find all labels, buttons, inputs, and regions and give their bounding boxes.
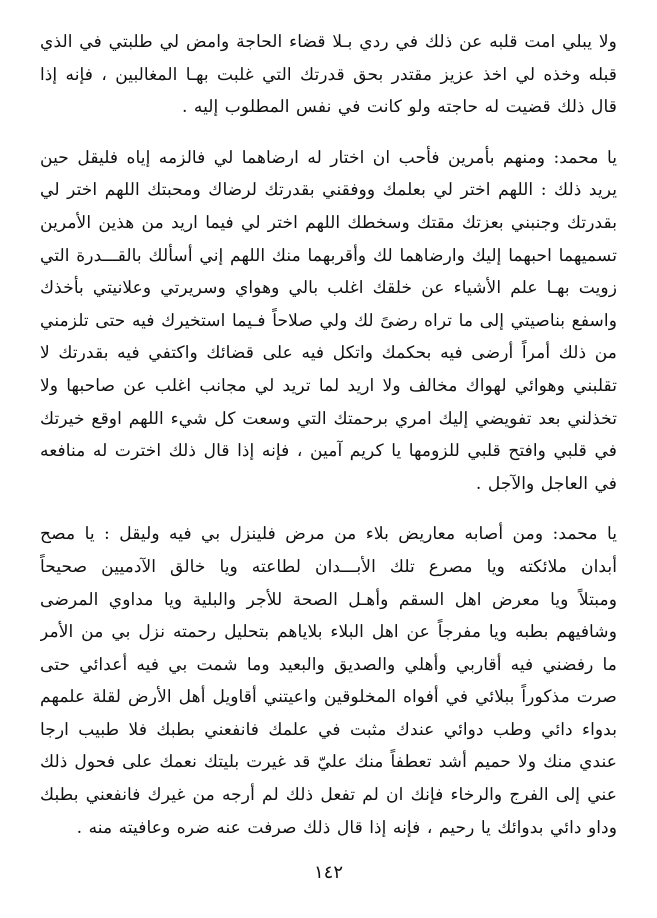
page-number: ١٤٢ [313, 862, 343, 883]
text-line: تسميهما احبهما إليك وارضاهما لك وأقربهما منك اللهم إني أسألك بالقـــدرة التي [40, 245, 617, 266]
text-line: أبدان ملائكته ويا مصرع تلك الأبـــدان لطاعته ويا خالق الآدميين صحيحاً [40, 556, 617, 577]
paragraph-1 [40, 26, 617, 124]
text-line: صرت مذكوراً ببلائي في أفواه المخلوقين واعيتني أقاويل أهل الأرض لقلة علمهم [40, 687, 617, 708]
text-line: تخذلني بعد تفويضي إليك امري برحمتك التي وسعت كل شيء اللهم اوقع خيرتك [40, 408, 617, 429]
text-line: ومبتلاً ويا معرض اهل السقم وأهـل الصحة للأجر والبلية ويا مداوي المرضى [40, 589, 617, 610]
paragraph-3 [40, 518, 617, 844]
text-line: بدواء دائي وطب دوائي عندك مثبت في علمك فانفعني بطبك فلا طبيب ارجا [40, 719, 617, 740]
text-line: وشافيهم بطبه ويا مفرجاً عن اهل البلاء بلاياهم بتحليل رحمته نزل بي من الأمر [40, 622, 617, 643]
text-line: قال ذلك قضيت له حاجته ولو كانت في نفس المطلوب إليه . [181, 97, 617, 118]
text-line: ما رفضني فيه أقاربي وأهلي والصديق والبعيد وما شمت بي فيه أعدائي حتى [40, 654, 617, 675]
text-line: زويت بهـا علم الأشياء عن خلقك اغلب بالي وهواي وسريرتي وعلانيتي بأخذك [40, 278, 617, 299]
text-line: قبله وخذه لي اخذ عزيز مقتدر بحق قدرتك التي غلبت بهـا المغالبين ، فإنه إذا [40, 64, 617, 85]
text-line: بقدرتك وجنبني بعزتك مقتك وسخطك اللهم اختر لي فيما اريد من هذين الأمرين [40, 212, 617, 233]
text-line: في العاجل والآجل . [475, 473, 617, 494]
text-line: يريد ذلك : اللهم اختر لي بعلمك ووفقني بقدرتك لرضاك ومحبتك اللهم اختر لي [40, 180, 617, 201]
text-line: واسفع بناصيتي إلى ما تراه رضىً لك ولي صلاحاً فـيما استخيرك فيه حتى تلزمني [40, 310, 617, 331]
text-line: من ذلك أمراً أرضى فيه بحكمك واتكل فيه على قضائك واكتفي فيه بقدرتك لا [40, 343, 617, 364]
text-line: تقلبني وهوائي لهواك مخالف ولا اريد لما تريد لي مجانب اغلب عن صاحبها ولا [40, 375, 617, 396]
text-line: عندي منك ولا حميم أشد تعطفاً منك عليّ قد غيرت بليتك نعمك على فحول ذلك [40, 752, 617, 773]
text-line: في قلبي وافتح قلبي للزومها يا كريم آمين ، فإنه إذا قال ذلك اخترت له منافعه [40, 441, 617, 462]
text-line: عني إلى الفرج والرخاء فإنك ان لم تفعل ذلك لم أرجه من غيرك فانفعني بطبك [40, 785, 617, 806]
text-line: يا محمد: ومن أصابه معاريض بلاء من مرض فلينزل بي فيه وليقل : يا مصح [40, 524, 617, 545]
paragraph-2 [40, 142, 617, 501]
text-line: وداو دائي بدوائك يا رحيم ، فإنه إذا قال ذلك صرفت عنه ضره وعافيته منه . [76, 817, 617, 838]
text-line: ولا يبلي امت قلبه عن ذلك في ردي بـلا قضاء الحاجة وامض لي طلبتي في الذي [40, 32, 617, 52]
text-line: يا محمد: ومنهم بأمرين فأحب ان اختار له ارضاهما لي فالزمه إياه فليقل حين [40, 147, 617, 168]
